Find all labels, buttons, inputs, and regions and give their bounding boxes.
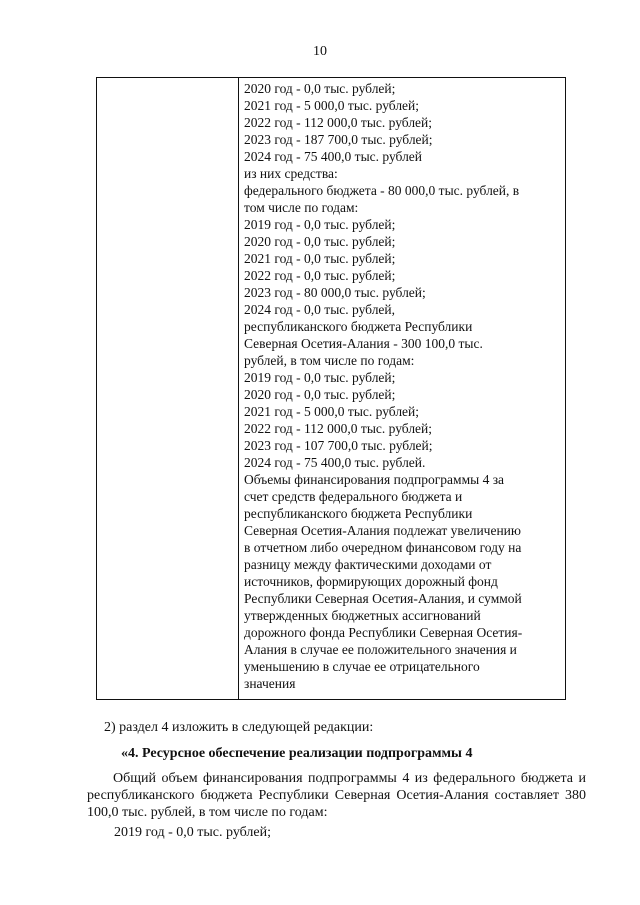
table-line: 2021 год - 5 000,0 тыс. рублей;	[244, 404, 420, 419]
table-line: 2021 год - 0,0 тыс. рублей;	[244, 251, 396, 266]
table-line: 2020 год - 0,0 тыс. рублей;	[244, 81, 396, 96]
table-line: 2022 год - 112 000,0 тыс. рублей;	[244, 421, 433, 436]
body-paragraph-text: Общий объем финансирования подпрограммы 4 из федерального бюджета и республиканского бюджета Республики Северная Осетия-Алания составляет 380 100,0 тыс. рублей, в том числе по годам:	[87, 771, 586, 820]
table-line: 2022 год - 0,0 тыс. рублей;	[244, 268, 396, 283]
table-line: уменьшению в случае ее отрицательного	[244, 659, 480, 674]
table-line: дорожного фонда Республики Северная Осетия-	[244, 625, 523, 640]
table-line: Северная Осетия-Алания - 300 100,0 тыс.	[244, 336, 483, 351]
table-line: значения	[244, 676, 296, 691]
table-line: 2021 год - 5 000,0 тыс. рублей;	[244, 98, 420, 113]
body-paragraph	[87, 770, 586, 821]
section-instruction: 2) раздел 4 изложить в следующей редакции:	[104, 720, 374, 735]
table-line: федерального бюджета - 80 000,0 тыс. рублей, в	[244, 183, 520, 198]
table-line: Объемы финансирования подпрограммы 4 за	[244, 472, 505, 487]
year-2019-line: 2019 год - 0,0 тыс. рублей;	[114, 825, 272, 840]
table-line: 2019 год - 0,0 тыс. рублей;	[244, 217, 396, 232]
table-line: 2023 год - 187 700,0 тыс. рублей;	[244, 132, 433, 147]
table-right-cell	[244, 80, 562, 692]
table-line: источников, формирующих дорожный фонд	[244, 574, 498, 589]
table-line: 2020 год - 0,0 тыс. рублей;	[244, 234, 396, 249]
table-line: том числе по годам:	[244, 200, 359, 215]
table-line: 2024 год - 75 400,0 тыс. рублей	[244, 149, 423, 164]
section-heading: «4. Ресурсное обеспечение реализации подпрограммы 4	[121, 746, 473, 761]
table-line: республиканского бюджета Республики	[244, 319, 473, 334]
page-number: 10	[313, 44, 327, 59]
table-line: республиканского бюджета Республики	[244, 506, 473, 521]
table-line: рублей, в том числе по годам:	[244, 353, 415, 368]
table-line: 2023 год - 107 700,0 тыс. рублей;	[244, 438, 433, 453]
table-line: счет средств федерального бюджета и	[244, 489, 463, 504]
table-line: 2020 год - 0,0 тыс. рублей;	[244, 387, 396, 402]
table-line: 2024 год - 75 400,0 тыс. рублей.	[244, 455, 426, 470]
table-line: Алания в случае ее положительного значения и	[244, 642, 517, 657]
table-line: утвержденных бюджетных ассигнований	[244, 608, 481, 623]
table-line: 2019 год - 0,0 тыс. рублей;	[244, 370, 396, 385]
table-line: 2022 год - 112 000,0 тыс. рублей;	[244, 115, 433, 130]
table-line: 2023 год - 80 000,0 тыс. рублей;	[244, 285, 426, 300]
table-line: разницу между фактическими доходами от	[244, 557, 492, 572]
table-line: 2024 год - 0,0 тыс. рублей,	[244, 302, 396, 317]
table-line: из них средства:	[244, 166, 338, 181]
funding-table	[96, 77, 566, 700]
table-line: в отчетном либо очередном финансовом году на	[244, 540, 522, 555]
table-line: Северная Осетия-Алания подлежат увеличению	[244, 523, 521, 538]
table-line: Республики Северная Осетия-Алания, и суммой	[244, 591, 522, 606]
table-column-divider	[238, 78, 239, 699]
